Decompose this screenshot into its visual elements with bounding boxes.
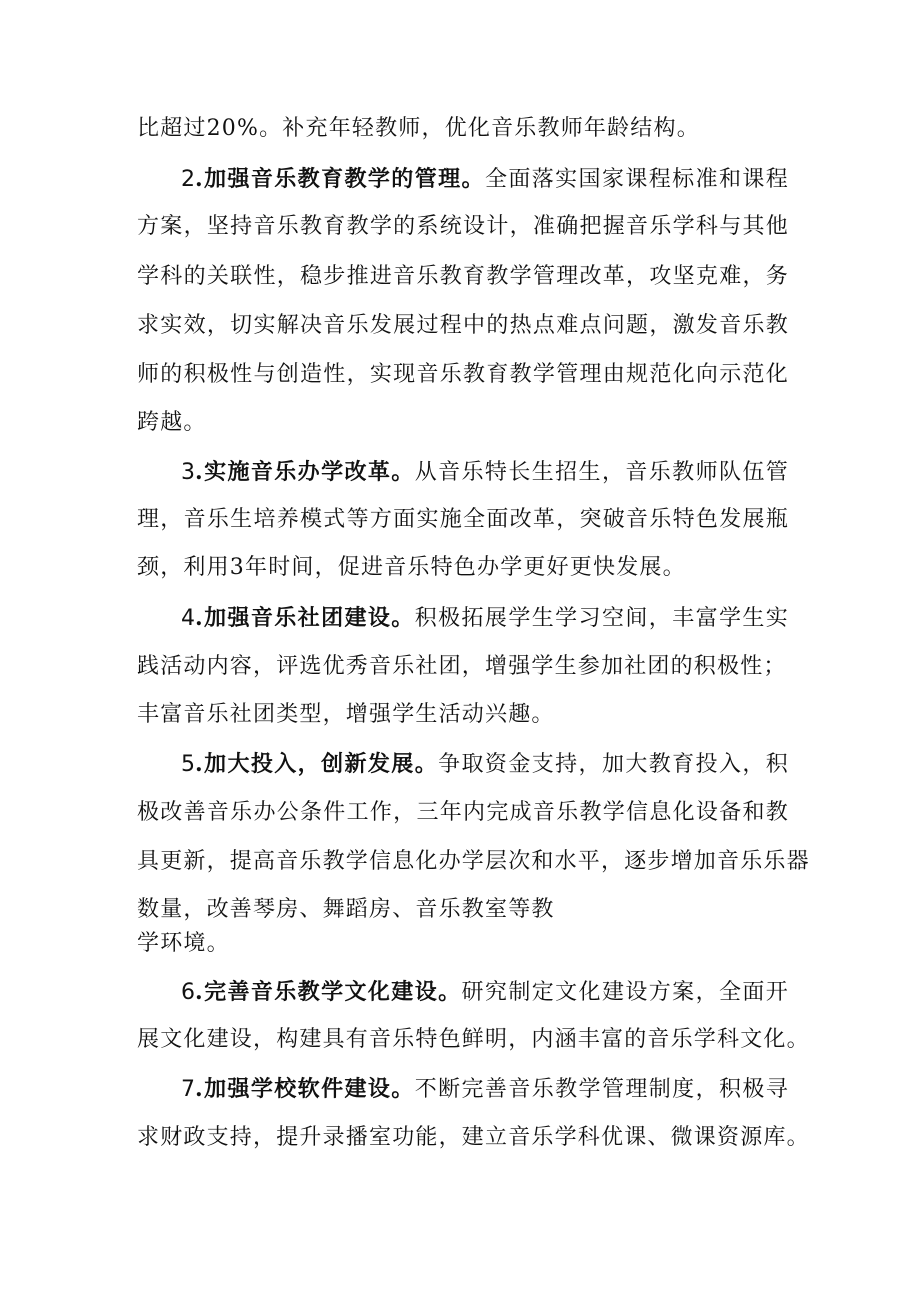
paragraph-first-line: 5.加大投入，创新发展。争取资金支持，加大教育投入，积 [181,751,789,777]
item-heading: .实施音乐办学改革。 [195,459,415,485]
item-heading: .加强音乐社团建设。 [195,605,415,631]
paragraph-line: 跨越。 [137,410,207,435]
paragraph-line: 颈，利用3年时间，促进音乐特色办学更好更快发展。 [137,555,686,580]
item-number: 6 [181,980,195,1005]
item-number: 5 [181,752,195,777]
paragraph-first-line: 4.加强音乐社团建设。积极拓展学生学习空间，丰富学生实 [181,605,789,631]
item-heading: .加强学校软件建设。 [195,1076,415,1102]
paragraph-line: 求财政支持，提升录播室功能，建立音乐学科优课、微课资源库。 [137,1125,810,1150]
item-heading: .完善音乐教学文化建设。 [195,979,462,1005]
item-number: 3 [181,460,195,485]
paragraph-line: 学环境。 [137,931,230,956]
item-heading: .加大投入，创新发展。 [195,751,439,777]
item-number: 7 [181,1077,195,1102]
paragraph-line: 丰富音乐社团类型，增强学生活动兴趣。 [137,702,555,727]
paragraph-first-line: 7.加强学校软件建设。不断完善音乐教学管理制度，积极寻 [181,1076,789,1102]
paragraph-line: 展文化建设，构建具有音乐特色鲜明，内涵丰富的音乐学科文化。 [137,1027,810,1052]
item-heading: .加强音乐教育教学的管理。 [195,166,485,192]
paragraph-first-line: 6.完善音乐教学文化建设。研究制定文化建设方案，全面开 [181,979,789,1005]
intro-line: 比超过20%。补充年轻教师，优化音乐教师年龄结构。 [137,116,700,141]
paragraph-line: 师的积极性与创造性，实现音乐教育教学管理由规范化向示范化 [137,362,789,387]
paragraph-line: 数量，改善琴房、舞蹈房、音乐教室等教 [137,897,555,922]
paragraph-line: 方案，坚持音乐教育教学的系统设计，准确把握音乐学科与其他 [137,214,789,239]
item-number: 4 [181,606,195,631]
paragraph-line: 学科的关联性，稳步推进音乐教育教学管理改革，攻坚克难，务 [137,264,789,289]
paragraph-first-line: 2.加强音乐教育教学的管理。全面落实国家课程标准和课程 [181,166,789,192]
paragraph-first-line: 3.实施音乐办学改革。从音乐特长生招生，音乐教师队伍管 [181,459,789,485]
paragraph-line: 求实效，切实解决音乐发展过程中的热点难点问题，激发音乐教 [137,313,789,338]
paragraph-line: 理，音乐生培养模式等方面实施全面改革，突破音乐特色发展瓶 [137,507,789,532]
paragraph-line: 践活动内容，评选优秀音乐社团，增强学生参加社团的积极性； [137,654,787,679]
paragraph-line: 极改善音乐办公条件工作，三年内完成音乐教学信息化设备和教 [137,800,789,825]
item-number: 2 [181,167,195,192]
paragraph-line: 具更新，提高音乐教学信息化办学层次和水平，逐步增加音乐乐器 [137,849,810,874]
